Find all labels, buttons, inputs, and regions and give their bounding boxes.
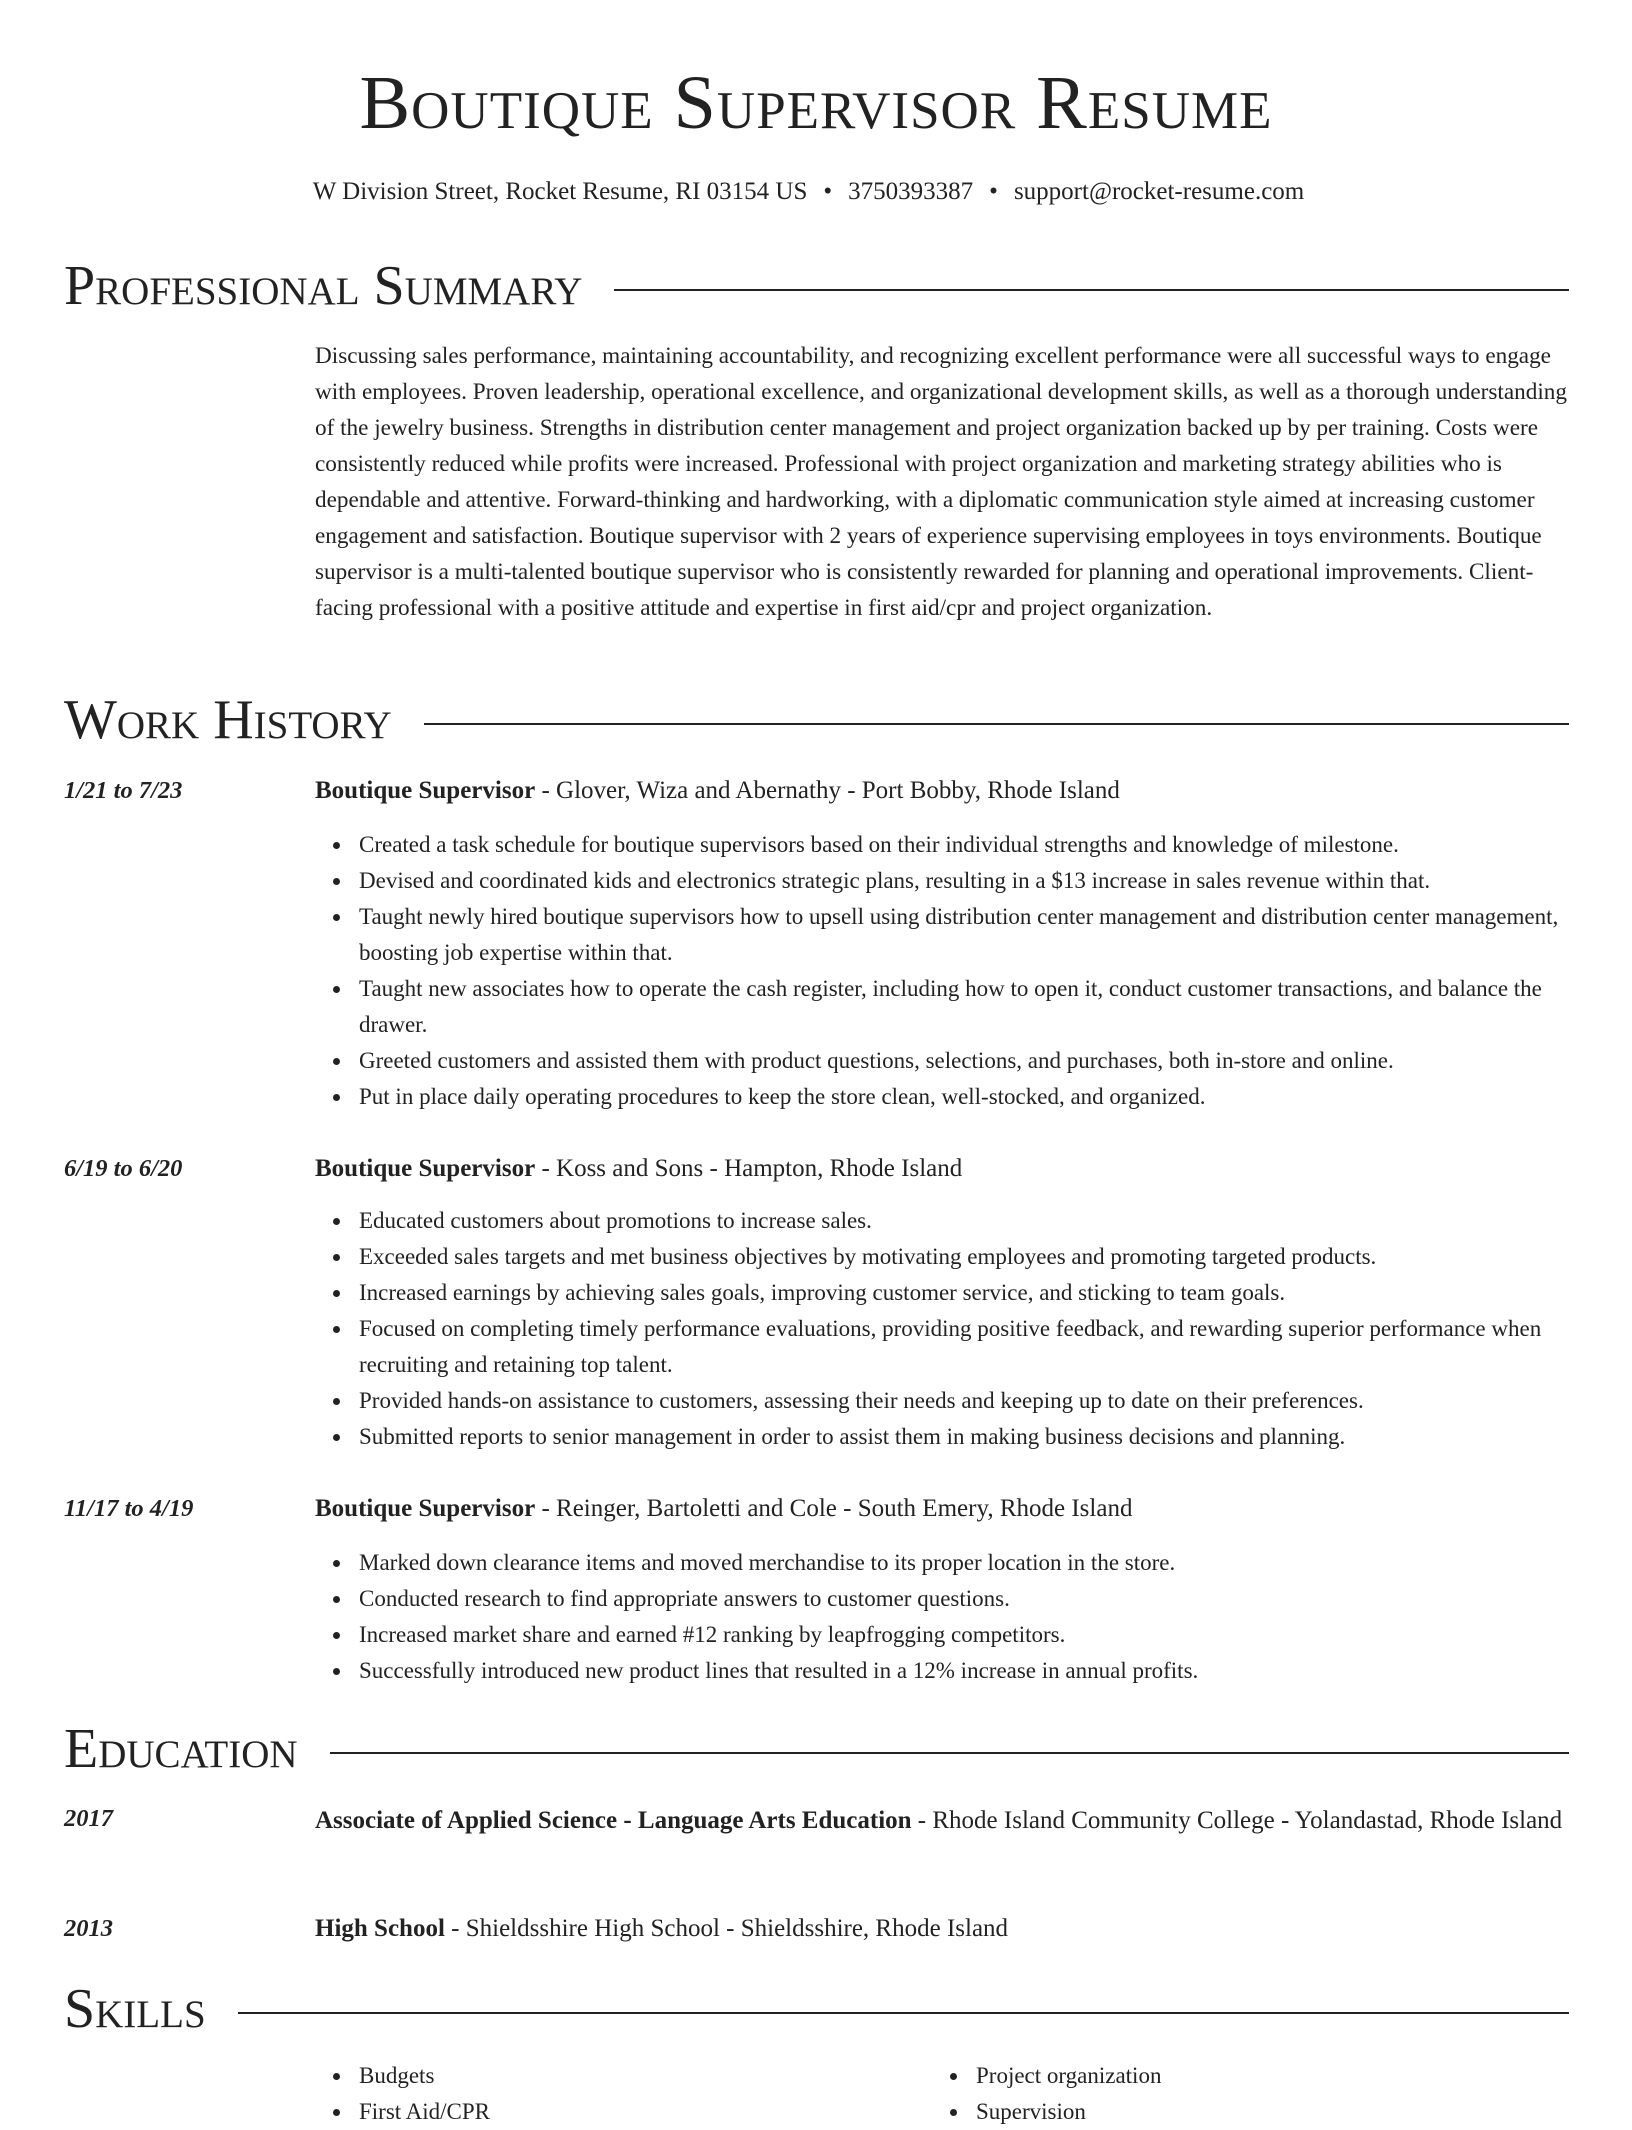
- section-heading-label: Work History: [64, 689, 392, 751]
- resume-title: Boutique Supervisor Resume: [359, 61, 1273, 145]
- list-item: Provided hands-on assistance to customers, assessing their needs and keeping up to date on their preferences.: [359, 1383, 1569, 1419]
- education-year: 2017: [64, 1805, 113, 1832]
- list-item: Put in place daily operating procedures to keep the store clean, well-stocked, and organized.: [359, 1079, 1569, 1115]
- job-details: - Glover, Wiza and Abernathy - Port Bobby, Rhode Island: [535, 777, 1120, 804]
- contact-phone: 3750393387: [848, 178, 974, 205]
- skills-list-left: [315, 2058, 915, 2130]
- job-dates: 1/21 to 7/23: [64, 777, 183, 804]
- job-bullet-list: [315, 1203, 1569, 1455]
- job-dates: 6/19 to 6/20: [64, 1155, 183, 1182]
- job-heading: [315, 773, 1569, 809]
- list-item: Marked down clearance items and moved merchandise to its proper location in the store.: [359, 1545, 1569, 1581]
- contact-address: W Division Street, Rocket Resume, RI 03154 US: [312, 178, 808, 205]
- list-item: Conducted research to find appropriate answers to customer questions.: [359, 1581, 1569, 1617]
- list-item: Submitted reports to senior management in order to assist them in making business decisions and planning.: [359, 1419, 1569, 1455]
- job-bullet-list: [315, 827, 1569, 1115]
- list-item: Devised and coordinated kids and electronics strategic plans, resulting in a $13 increase in sales revenue within that.: [359, 863, 1569, 899]
- section-divider: [238, 2012, 1569, 2014]
- section-heading-label: Professional Summary: [64, 255, 583, 317]
- skill-item: Budgets: [359, 2058, 915, 2094]
- education-entry: [315, 1911, 1569, 1947]
- list-item: Greeted customers and assisted them with product questions, selections, and purchases, both in-store and online.: [359, 1043, 1569, 1079]
- section-divider: [424, 723, 1569, 725]
- education-details: - Shieldsshire High School - Shieldsshire, Rhode Island: [444, 1915, 1009, 1942]
- education-year: 2013: [64, 1915, 113, 1942]
- education-degree: High School: [315, 1915, 445, 1942]
- section-heading-skills: [64, 1977, 1569, 2041]
- section-heading-summary: [64, 254, 1569, 318]
- education-degree: Associate of Applied Science - Language Arts Education: [315, 1807, 912, 1834]
- list-item: Increased earnings by achieving sales goals, improving customer service, and sticking to team goals.: [359, 1275, 1569, 1311]
- job-details: - Reinger, Bartoletti and Cole - South Emery, Rhode Island: [535, 1495, 1133, 1522]
- section-divider: [330, 1752, 1569, 1754]
- job-heading: [315, 1151, 1569, 1187]
- list-item: Increased market share and earned #12 ranking by leapfrogging competitors.: [359, 1617, 1569, 1653]
- skill-item: First Aid/CPR: [359, 2094, 915, 2130]
- education-details: - Rhode Island Community College - Yolandastad, Rhode Island: [911, 1807, 1563, 1834]
- contact-email: support@rocket-resume.com: [1013, 178, 1305, 205]
- section-divider: [614, 289, 1569, 291]
- section-heading-label: Education: [64, 1718, 298, 1780]
- job-role: Boutique Supervisor: [315, 1495, 536, 1522]
- list-item: Educated customers about promotions to increase sales.: [359, 1203, 1569, 1239]
- contact-separator: •: [989, 178, 998, 205]
- summary-text: Discussing sales performance, maintaining accountability, and recognizing excellent performance were all successful ways to engage with employees. Proven leadership, operational excellence, and organizational development skills, as well as a thorough understanding of the jewelry business. Strengths in distribution center management and project organization backed up by per training. Costs were consistently reduced while profits were increased. Professional with project organization and marketing strategy abilities who is dependable and attentive. Forward-thinking and hardworking, with a diplomatic communication style aimed at increasing customer engagement and satisfaction. Boutique supervisor with 2 years of experience supervising employees in toys environments. Boutique supervisor is a multi-talented boutique supervisor who is consistently rewarded for planning and operational improvements. Client-facing professional with a positive attitude and expertise in first aid/cpr and project organization.: [315, 343, 1567, 621]
- skills-list-right: [932, 2058, 1532, 2130]
- contact-line: [0, 174, 1617, 210]
- skill-item: Supervision: [976, 2094, 1532, 2130]
- section-heading-label: Skills: [64, 1978, 206, 2040]
- skill-item: Project organization: [976, 2058, 1532, 2094]
- list-item: Successfully introduced new product lines that resulted in a 12% increase in annual profits.: [359, 1653, 1569, 1689]
- list-item: Focused on completing timely performance evaluations, providing positive feedback, and rewarding superior performance when recruiting and retaining top talent.: [359, 1311, 1569, 1383]
- job-role: Boutique Supervisor: [315, 1155, 536, 1182]
- job-dates: 11/17 to 4/19: [64, 1495, 194, 1522]
- list-item: Exceeded sales targets and met business objectives by motivating employees and promoting targeted products.: [359, 1239, 1569, 1275]
- list-item: Taught new associates how to operate the cash register, including how to open it, conduct customer transactions, and balance the drawer.: [359, 971, 1569, 1043]
- section-heading-education: [64, 1717, 1569, 1781]
- list-item: Created a task schedule for boutique supervisors based on their individual strengths and knowledge of milestone.: [359, 827, 1569, 863]
- job-bullet-list: [315, 1545, 1569, 1689]
- section-heading-work-history: [64, 688, 1569, 752]
- contact-separator: •: [823, 178, 833, 205]
- job-details: - Koss and Sons - Hampton, Rhode Island: [535, 1155, 963, 1182]
- job-heading: [315, 1491, 1569, 1527]
- job-role: Boutique Supervisor: [315, 777, 536, 804]
- list-item: Taught newly hired boutique supervisors how to upsell using distribution center management and distribution center management, boosting job expertise within that.: [359, 899, 1569, 971]
- education-entry: [315, 1801, 1569, 1840]
